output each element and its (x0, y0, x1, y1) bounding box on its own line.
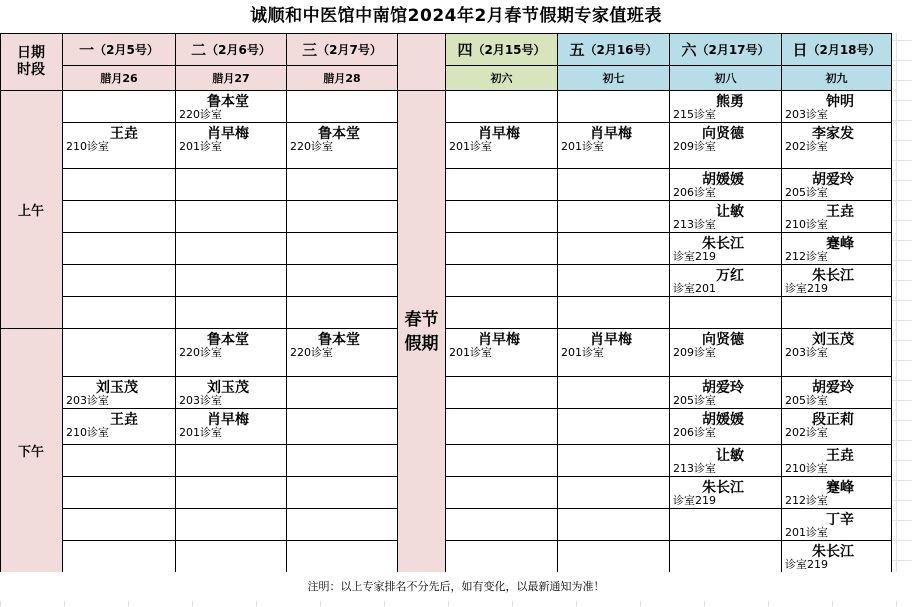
schedule-cell (782, 329, 892, 377)
schedule-cell (176, 265, 287, 297)
clinic-room: 212诊室 (785, 494, 828, 507)
schedule-cell (176, 297, 287, 329)
doctor-name: 蹇峰 (826, 236, 854, 252)
doctor-name: 段正莉 (812, 412, 854, 428)
schedule-cell (670, 233, 782, 265)
schedule-cell (670, 477, 782, 509)
schedule-cell (782, 233, 892, 265)
doctor-name: 鲁本堂 (318, 332, 360, 348)
schedule-cell (287, 377, 398, 409)
schedule-cell (446, 329, 558, 377)
schedule-cell (558, 509, 670, 541)
schedule-cell (63, 169, 176, 201)
schedule-cell (287, 329, 398, 377)
day-header-sun: 日 （2月18号） (782, 33, 892, 66)
doctor-name: 向贤德 (702, 126, 744, 142)
lunar-date-sat: 初八 (670, 66, 782, 91)
schedule-cell (63, 233, 176, 265)
schedule-cell (176, 123, 287, 169)
doctor-name: 王垚 (110, 412, 138, 428)
clinic-room: 210诊室 (66, 140, 109, 153)
schedule-cell (63, 297, 176, 329)
doctor-name: 肖早梅 (207, 412, 249, 428)
lunar-date-sun: 初九 (782, 66, 892, 91)
schedule-cell (446, 445, 558, 477)
schedule-cell (446, 509, 558, 541)
day-header-wed: 三 （2月7号） (287, 33, 398, 66)
schedule-cell (63, 377, 176, 409)
doctor-name: 朱长江 (812, 544, 854, 560)
day-header-fri: 五 （2月16号） (558, 33, 670, 66)
schedule-cell (782, 541, 892, 573)
schedule-cell (446, 233, 558, 265)
schedule-cell (176, 409, 287, 445)
clinic-room: 201诊室 (179, 140, 222, 153)
schedule-cell (176, 91, 287, 123)
doctor-name: 刘玉茂 (207, 380, 249, 396)
clinic-room: 209诊室 (673, 346, 716, 359)
doctor-name: 王垚 (110, 126, 138, 142)
schedule-cell (176, 445, 287, 477)
schedule-cell (446, 477, 558, 509)
schedule-cell (446, 377, 558, 409)
schedule-cell (782, 169, 892, 201)
schedule-cell (287, 265, 398, 297)
doctor-name: 王垚 (826, 204, 854, 220)
doctor-name: 刘玉茂 (812, 332, 854, 348)
doctor-name: 王垚 (826, 448, 854, 464)
schedule-cell (558, 123, 670, 169)
schedule-cell (558, 329, 670, 377)
clinic-room: 212诊室 (785, 250, 828, 263)
clinic-room: 203诊室 (66, 394, 109, 407)
clinic-room: 205诊室 (673, 394, 716, 407)
schedule-cell (670, 541, 782, 573)
lunar-date-fri: 初七 (558, 66, 670, 91)
schedule-cell (287, 123, 398, 169)
period-afternoon-label: 下午 (0, 329, 63, 573)
schedule-cell (446, 265, 558, 297)
clinic-room: 215诊室 (673, 108, 716, 121)
clinic-room: 210诊室 (785, 462, 828, 475)
doctor-name: 李家发 (812, 126, 854, 142)
schedule-cell (782, 377, 892, 409)
schedule-cell (782, 265, 892, 297)
doctor-name: 丁辛 (826, 512, 854, 528)
schedule-cell (670, 445, 782, 477)
schedule-cell (446, 541, 558, 573)
schedule-cell (670, 377, 782, 409)
schedule-cell (176, 169, 287, 201)
clinic-room: 210诊室 (785, 218, 828, 231)
corner-date-label: 日期 (17, 44, 45, 61)
schedule-cell (446, 297, 558, 329)
schedule-cell (558, 297, 670, 329)
doctor-name: 刘玉茂 (96, 380, 138, 396)
schedule-cell (782, 297, 892, 329)
schedule-cell (782, 91, 892, 123)
holiday-header-blank (398, 33, 446, 91)
clinic-room: 203诊室 (785, 108, 828, 121)
schedule-cell (287, 409, 398, 445)
doctor-name: 肖早梅 (207, 126, 249, 142)
lunar-date-wed: 腊月28 (287, 66, 398, 91)
schedule-cell (558, 409, 670, 445)
lunar-date-tue: 腊月27 (176, 66, 287, 91)
doctor-name: 胡爱玲 (702, 380, 744, 396)
doctor-name: 万红 (716, 268, 744, 284)
schedule-cell (670, 509, 782, 541)
schedule-cell (670, 169, 782, 201)
clinic-room: 206诊室 (673, 186, 716, 199)
schedule-cell (670, 329, 782, 377)
doctor-name: 胡媛媛 (702, 172, 744, 188)
schedule-cell (176, 477, 287, 509)
schedule-cell (670, 265, 782, 297)
day-header-mon: 一 （2月5号） (63, 33, 176, 66)
lunar-date-thu: 初六 (446, 66, 558, 91)
schedule-cell (176, 201, 287, 233)
doctor-name: 鲁本堂 (318, 126, 360, 142)
clinic-room: 诊室219 (785, 282, 828, 295)
clinic-room: 205诊室 (785, 186, 828, 199)
clinic-room: 201诊室 (449, 140, 492, 153)
doctor-name: 肖早梅 (590, 126, 632, 142)
clinic-room: 220诊室 (179, 108, 222, 121)
schedule-cell (558, 233, 670, 265)
clinic-room: 诊室201 (673, 282, 716, 295)
schedule-cell (782, 445, 892, 477)
doctor-name: 钟明 (826, 94, 854, 110)
schedule-cell (446, 91, 558, 123)
schedule-cell (446, 201, 558, 233)
clinic-room: 201诊室 (449, 346, 492, 359)
doctor-name: 蹇峰 (826, 480, 854, 496)
schedule-cell (176, 329, 287, 377)
period-morning-label: 上午 (0, 91, 63, 329)
clinic-room: 203诊室 (179, 394, 222, 407)
clinic-room: 203诊室 (785, 346, 828, 359)
schedule-cell (287, 297, 398, 329)
schedule-cell (287, 233, 398, 265)
doctor-name: 让敏 (716, 204, 744, 220)
doctor-name: 胡爱玲 (812, 172, 854, 188)
schedule-cell (558, 541, 670, 573)
doctor-name: 朱长江 (702, 480, 744, 496)
schedule-cell (63, 445, 176, 477)
clinic-room: 220诊室 (179, 346, 222, 359)
doctor-name: 胡媛媛 (702, 412, 744, 428)
schedule-cell (558, 169, 670, 201)
clinic-room: 201诊室 (785, 526, 828, 539)
clinic-room: 201诊室 (561, 140, 604, 153)
schedule-cell (446, 409, 558, 445)
schedule-cell (63, 541, 176, 573)
schedule-cell (558, 445, 670, 477)
schedule-cell (63, 509, 176, 541)
schedule-cell (63, 329, 176, 377)
clinic-room: 213诊室 (673, 218, 716, 231)
clinic-room: 220诊室 (290, 140, 333, 153)
schedule-cell (558, 201, 670, 233)
spring-festival-holiday-label: 春节 假期 (398, 91, 446, 573)
clinic-room: 213诊室 (673, 462, 716, 475)
schedule-cell (63, 123, 176, 169)
schedule-cell (558, 91, 670, 123)
clinic-room: 206诊室 (673, 426, 716, 439)
schedule-cell (63, 409, 176, 445)
schedule-cell (63, 91, 176, 123)
footnote: 注明：以上专家排名不分先后，如有变化，以最新通知为准！ (0, 572, 912, 601)
corner-header (0, 33, 63, 91)
doctor-name: 朱长江 (702, 236, 744, 252)
doctor-name: 鲁本堂 (207, 94, 249, 110)
schedule-cell (287, 541, 398, 573)
schedule-cell (287, 91, 398, 123)
day-header-tue: 二 （2月6号） (176, 33, 287, 66)
doctor-name: 肖早梅 (478, 332, 520, 348)
schedule-cell (176, 509, 287, 541)
schedule-cell (558, 477, 670, 509)
schedule-cell (782, 477, 892, 509)
clinic-room: 诊室219 (785, 558, 828, 571)
clinic-room: 201诊室 (179, 426, 222, 439)
doctor-name: 胡爱玲 (812, 380, 854, 396)
schedule-cell (63, 265, 176, 297)
clinic-room: 210诊室 (66, 426, 109, 439)
schedule-cell (670, 91, 782, 123)
schedule-cell (287, 509, 398, 541)
schedule-cell (287, 445, 398, 477)
doctor-name: 肖早梅 (478, 126, 520, 142)
schedule-cell (446, 169, 558, 201)
clinic-room: 诊室219 (673, 250, 716, 263)
schedule-cell (782, 409, 892, 445)
day-header-sat: 六 （2月17号） (670, 33, 782, 66)
doctor-name: 让敏 (716, 448, 744, 464)
schedule-cell (63, 201, 176, 233)
clinic-room: 205诊室 (785, 394, 828, 407)
schedule-cell (782, 509, 892, 541)
schedule-cell (446, 123, 558, 169)
doctor-name: 鲁本堂 (207, 332, 249, 348)
doctor-name: 肖早梅 (590, 332, 632, 348)
day-header-thu: 四 （2月15号） (446, 33, 558, 66)
page-title: 诚顺和中医馆中南馆2024年2月春节假期专家值班表 (0, 0, 912, 33)
schedule-cell (670, 201, 782, 233)
clinic-room: 201诊室 (561, 346, 604, 359)
schedule-cell (670, 297, 782, 329)
schedule-cell (782, 201, 892, 233)
schedule-cell (176, 377, 287, 409)
schedule-cell (287, 169, 398, 201)
clinic-room: 209诊室 (673, 140, 716, 153)
clinic-room: 202诊室 (785, 426, 828, 439)
lunar-date-mon: 腊月26 (63, 66, 176, 91)
schedule-cell (670, 409, 782, 445)
clinic-room: 220诊室 (290, 346, 333, 359)
schedule-cell (287, 477, 398, 509)
doctor-name: 熊勇 (716, 94, 744, 110)
schedule-cell (782, 123, 892, 169)
clinic-room: 202诊室 (785, 140, 828, 153)
doctor-name: 朱长江 (812, 268, 854, 284)
corner-period-label: 时段 (17, 61, 45, 78)
schedule-cell (670, 123, 782, 169)
schedule-cell (63, 477, 176, 509)
schedule-cell (176, 233, 287, 265)
doctor-name: 向贤德 (702, 332, 744, 348)
schedule-cell (558, 377, 670, 409)
clinic-room: 诊室219 (673, 494, 716, 507)
schedule-cell (558, 265, 670, 297)
schedule-cell (287, 201, 398, 233)
schedule-cell (176, 541, 287, 573)
